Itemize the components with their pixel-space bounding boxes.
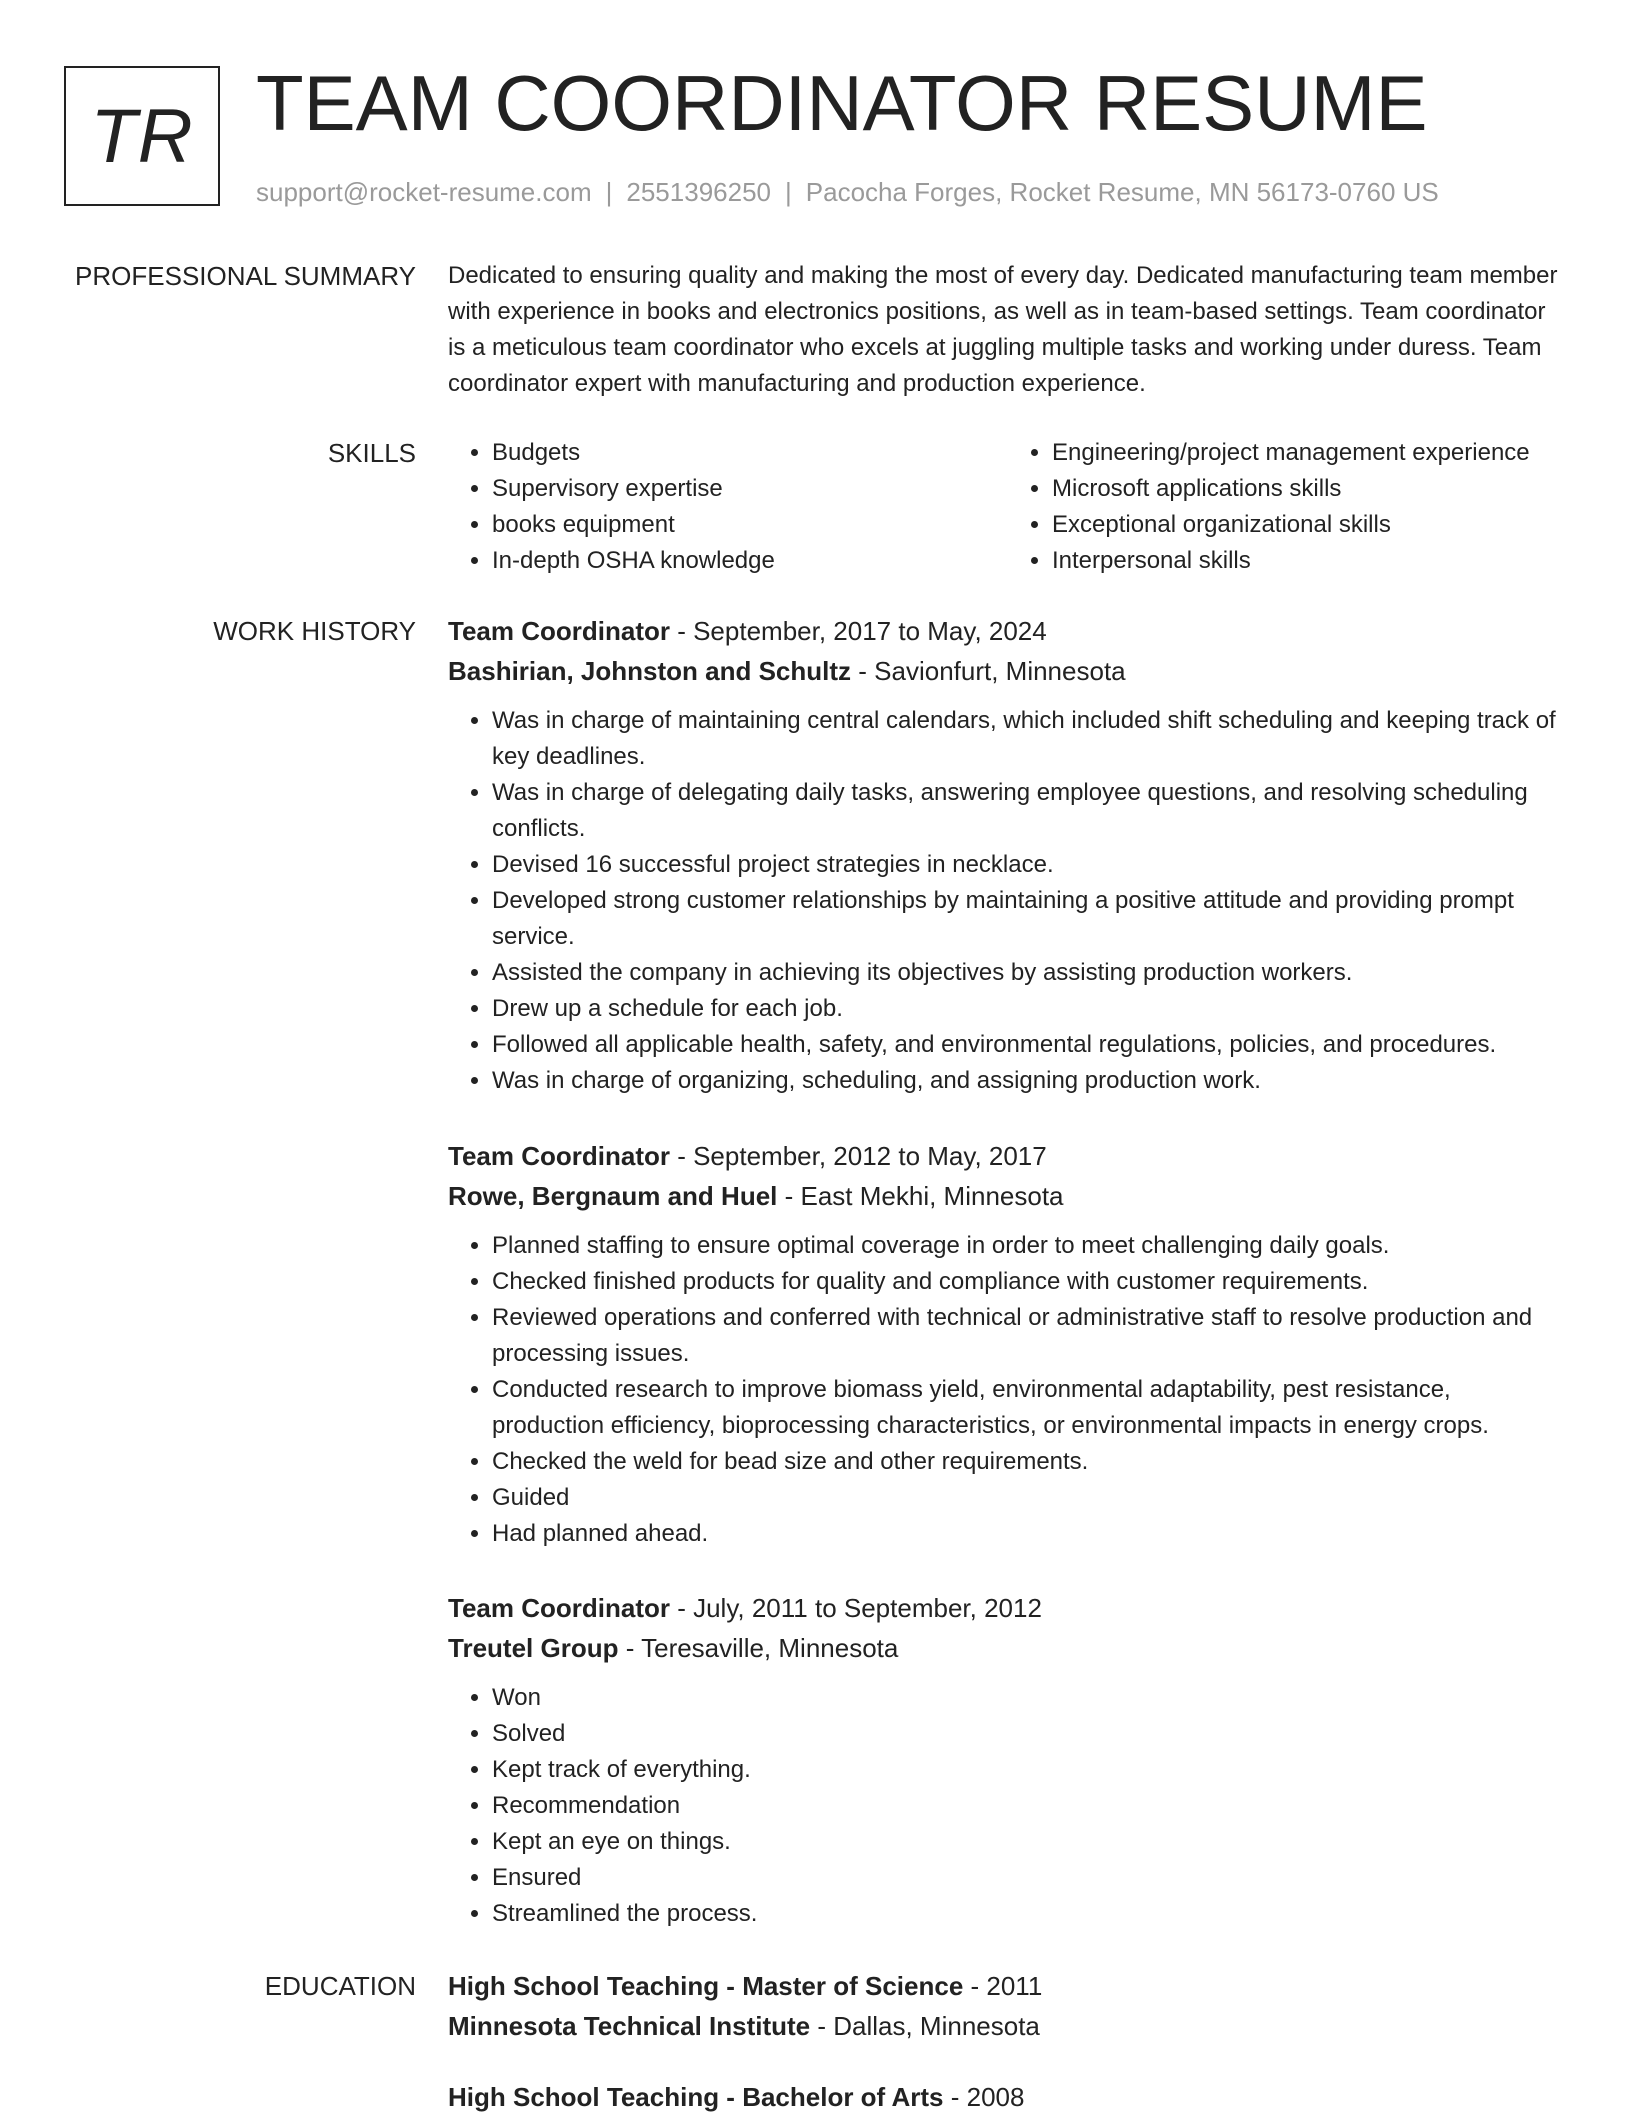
job-bullet: • Ensured: [492, 1860, 1568, 1896]
skill-item: • Microsoft applications skills: [1052, 471, 1568, 507]
education-year: - 2008: [943, 2082, 1025, 2112]
contact-address: Pacocha Forges, Rocket Resume, MN 56173-0760 US: [805, 177, 1439, 207]
education-degree-line: [448, 2077, 1568, 2117]
job-bullet: • Guided: [492, 1480, 1568, 1516]
skill-item: • Engineering/project management experience: [1052, 435, 1568, 471]
job-bullet: • Streamlined the process.: [492, 1896, 1568, 1932]
job-bullet: • Checked the weld for bead size and other requirements.: [492, 1444, 1568, 1480]
job-bullet: • Was in charge of maintaining central calendars, which included shift scheduling and keeping track of key deadlines.: [492, 703, 1568, 775]
job-bullet: • Devised 16 successful project strategies in necklace.: [492, 847, 1568, 883]
summary-label: PROFESSIONAL SUMMARY: [75, 261, 416, 291]
job-company-line: [448, 651, 1568, 691]
job-bullet: • Conducted research to improve biomass yield, environmental adaptability, pest resistance, production efficiency, bioprocessing characteristics, or environmental impacts in energy crops.: [492, 1372, 1568, 1444]
job-bullet: • Recommendation: [492, 1788, 1568, 1824]
education-degree-line: [448, 1966, 1568, 2006]
job-title-line: [448, 1136, 1568, 1176]
job-bullet: • Reviewed operations and conferred with technical or administrative staff to resolve production and processing issues.: [492, 1300, 1568, 1372]
job-company: Bashirian, Johnston and Schultz: [448, 656, 852, 686]
job-dates: - July, 2011 to September, 2012: [669, 1593, 1042, 1623]
education-entry: [448, 1966, 1568, 2046]
job-bullet: • Was in charge of organizing, scheduling, and assigning production work.: [492, 1063, 1568, 1099]
education-year: - 2011: [963, 1971, 1043, 2001]
monogram-logo: TR: [64, 66, 220, 206]
skill-item: • Interpersonal skills: [1052, 543, 1568, 579]
job-entry: [448, 1136, 1568, 1552]
job-bullet: • Drew up a schedule for each job.: [492, 991, 1568, 1027]
skill-item: • Budgets: [492, 435, 1008, 471]
job-bullet: • Won: [492, 1680, 1568, 1716]
skill-item: • Exceptional organizational skills: [1052, 507, 1568, 543]
education-label: EDUCATION: [264, 1971, 416, 2001]
job-company-line: [448, 1176, 1568, 1216]
contact-line: [256, 174, 1439, 210]
job-company: Treutel Group: [448, 1633, 619, 1663]
education-location: - Dallas, Minnesota: [810, 2011, 1040, 2041]
job-bullet: • Followed all applicable health, safety, and environmental regulations, policies, and procedures.: [492, 1027, 1568, 1063]
job-dates: - September, 2012 to May, 2017: [669, 1141, 1047, 1171]
job-bullet: • Planned staffing to ensure optimal coverage in order to meet challenging daily goals.: [492, 1228, 1568, 1264]
skills-list-right: [1008, 435, 1568, 579]
job-bullet: • Developed strong customer relationships by maintaining a positive attitude and providing prompt service.: [492, 883, 1568, 955]
job-location: - Teresaville, Minnesota: [618, 1633, 899, 1663]
summary-text: Dedicated to ensuring quality and making the most of every day. Dedicated manufacturing team member with experience in books and electronics positions, as well as in team-based settings. Team coordinator is a meticulous team coordinator who excels at juggling multiple tasks and working under duress. Team coordinator expert with manufacturing and production experience.: [448, 262, 1558, 397]
work-history-label: WORK HISTORY: [213, 616, 416, 646]
contact-email[interactable]: support@rocket-resume.com: [256, 177, 592, 207]
job-bullet: • Kept track of everything.: [492, 1752, 1568, 1788]
summary-section: [448, 258, 1568, 402]
job-bullet: • Kept an eye on things.: [492, 1824, 1568, 1860]
job-title-line: [448, 611, 1568, 651]
skill-item: • books equipment: [492, 507, 1008, 543]
contact-separator: |: [605, 177, 613, 207]
contact-phone[interactable]: 2551396250: [626, 177, 771, 207]
job-bullets: [448, 703, 1568, 1099]
job-entry: [448, 1588, 1568, 1932]
education-school: Minnesota Technical Institute: [448, 2011, 811, 2041]
job-title: Team Coordinator: [448, 616, 670, 646]
contact-separator: |: [785, 177, 792, 207]
job-location: - Savionfurt, Minnesota: [851, 656, 1126, 686]
education-entry: [448, 2077, 1568, 2117]
education-degree: High School Teaching - Bachelor of Arts: [448, 2082, 944, 2112]
job-bullet: • Had planned ahead.: [492, 1516, 1568, 1552]
job-company: Rowe, Bergnaum and Huel: [448, 1181, 778, 1211]
job-bullets: [448, 1228, 1568, 1552]
job-location: - East Mekhi, Minnesota: [777, 1181, 1064, 1211]
job-bullets: [448, 1680, 1568, 1932]
job-bullet: • Solved: [492, 1716, 1568, 1752]
skill-item: • In-depth OSHA knowledge: [492, 543, 1008, 579]
job-bullet: • Assisted the company in achieving its objectives by assisting production workers.: [492, 955, 1568, 991]
skills-label: SKILLS: [327, 438, 416, 468]
job-title: Team Coordinator: [448, 1141, 670, 1171]
resume-title: TEAM COORDINATOR RESUME: [256, 59, 1428, 147]
job-title: Team Coordinator: [448, 1593, 670, 1623]
job-bullet: • Was in charge of delegating daily tasks, answering employee questions, and resolving scheduling conflicts.: [492, 775, 1568, 847]
skill-item: • Supervisory expertise: [492, 471, 1008, 507]
job-bullet: • Checked finished products for quality and compliance with customer requirements.: [492, 1264, 1568, 1300]
job-dates: - September, 2017 to May, 2024: [669, 616, 1047, 646]
job-entry: [448, 611, 1568, 1099]
job-company-line: [448, 1628, 1568, 1668]
skills-list-left: [448, 435, 1008, 579]
job-title-line: [448, 1588, 1568, 1628]
education-school-line: [448, 2006, 1568, 2046]
education-degree: High School Teaching - Master of Science: [448, 1971, 964, 2001]
skills-section: [448, 435, 1568, 579]
